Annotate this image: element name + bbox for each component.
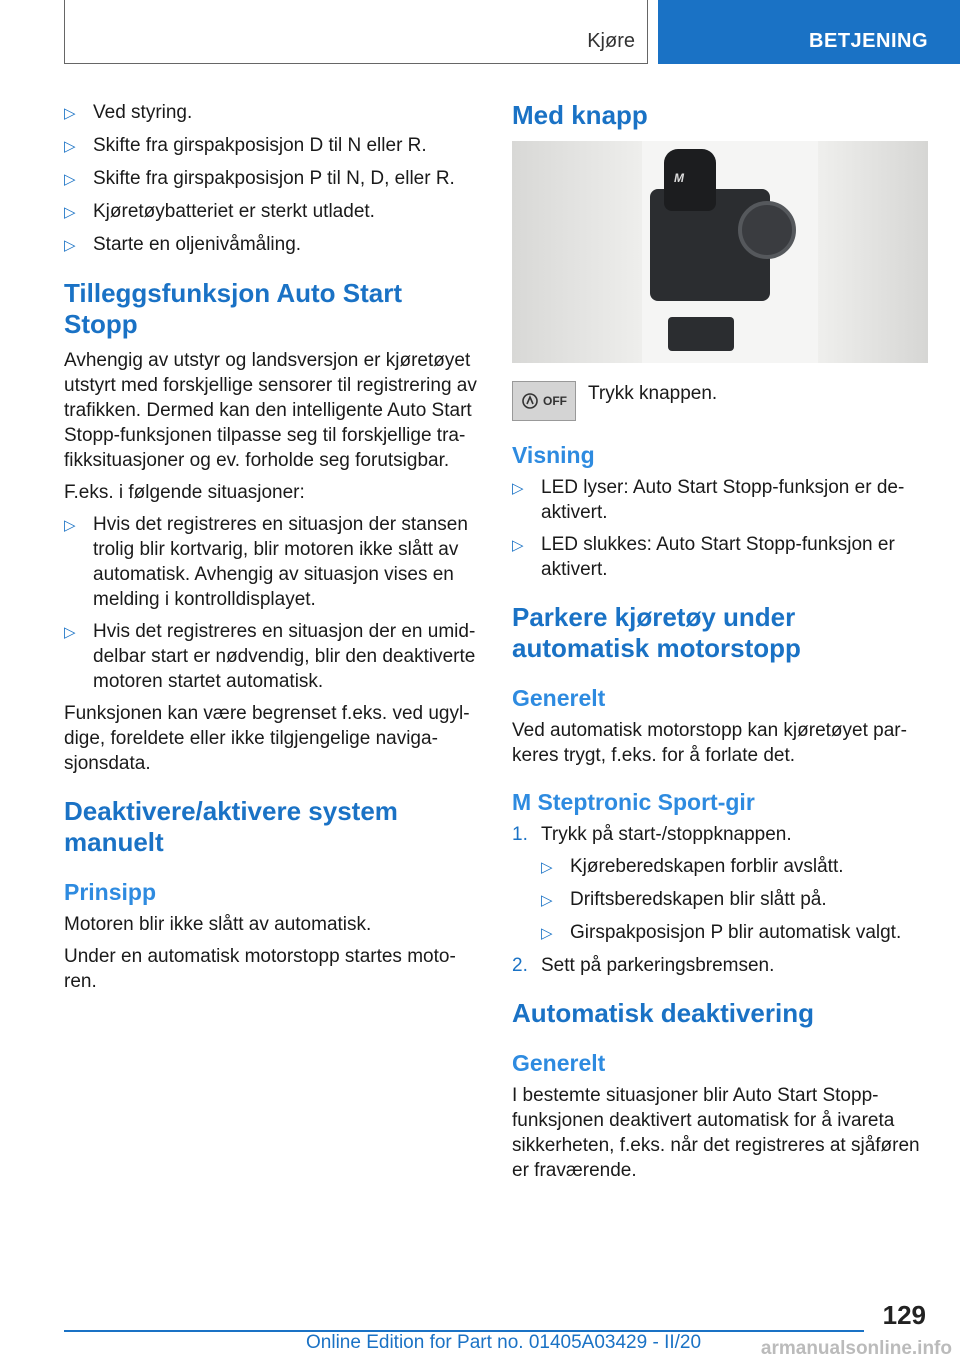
list-item: ▷ LED lyser: Auto Start Stopp-funksjon er de-aktivert. (512, 477, 905, 523)
triangle-bullet-icon: ▷ (64, 624, 76, 641)
heading-deaktivere: Deaktivere/aktivere system manuelt (64, 796, 398, 857)
button-step (512, 381, 928, 421)
triangle-bullet-icon: ▷ (541, 925, 553, 942)
header-section-box (64, 0, 648, 64)
list-item: ▷ Kjøretøybatteriet er sterkt utladet. (64, 199, 480, 225)
list-item: ▷ Driftsberedskapen blir slått på. (541, 887, 928, 913)
paragraph: Under en automatisk motorstopp startes moto-ren. (64, 946, 456, 992)
heading-auto-start-stopp: Tilleggsfunksjon Auto Start Stopp (64, 278, 403, 339)
list-item: ▷ Starte en oljenivåmåling. (64, 232, 480, 258)
seat-left (512, 141, 642, 363)
triangle-bullet-icon: ▷ (64, 204, 76, 221)
triangle-bullet-icon: ▷ (512, 480, 524, 497)
triangle-bullet-icon: ▷ (512, 537, 524, 554)
triangle-bullet-icon: ▷ (541, 892, 553, 909)
list-item: ▷ Skifte fra girspakposisjon P til N, D, eller R. (64, 166, 480, 192)
heading-prinsipp: Prinsipp (64, 879, 157, 905)
triangle-bullet-icon: ▷ (64, 237, 76, 254)
list-item: ▷ Girspakposisjon P blir automatisk valgt. (541, 920, 928, 946)
watermark: armanualsonline.info (760, 1338, 952, 1359)
heading-generelt: Generelt (512, 1050, 606, 1076)
list-item: ▷ LED slukkes: Auto Start Stopp-funksjon er aktivert. (512, 534, 895, 580)
list-item: ▷ Kjøreberedskapen forblir avslått. (541, 854, 928, 880)
numbered-step: 1. Trykk på start-/stoppknappen. (512, 824, 792, 845)
paragraph: Funksjonen kan være begrenset f.eks. ved ugyl-dige, foreldete eller ikke tilgjengelige naviga-sjonsdata. (64, 703, 470, 774)
paragraph: F.eks. i følgende situasjoner: (64, 482, 305, 503)
list-item: ▷ Hvis det registreres en situasjon der stansen trolig blir kortvarig, blir motoren ikke slått av automatisk. Avhengig av situasjon vises en melding i kontrolldisplayet. (64, 514, 468, 610)
list-item: ▷ Ved styring. (64, 100, 480, 126)
seat-right (818, 141, 928, 363)
numbered-step: 2. Sett på parkeringsbremsen. (512, 955, 775, 976)
list-item: ▷ Hvis det registreres en situasjon der en umid-delbar start er nødvendig, blir den deaktiverte motoren startet automatisk. (64, 621, 476, 692)
auto-start-stop-icon (521, 392, 539, 410)
list-item: ▷ Skifte fra girspakposisjon D til N eller R. (64, 133, 480, 159)
heading-visning: Visning (512, 442, 595, 468)
triangle-bullet-icon: ▷ (541, 859, 553, 876)
console-photo (512, 141, 928, 363)
triangle-bullet-icon: ▷ (64, 138, 76, 155)
off-label: OFF (543, 394, 567, 408)
gear-selector (664, 149, 716, 211)
triangle-bullet-icon: ▷ (64, 105, 76, 122)
triangle-bullet-icon: ▷ (64, 171, 76, 188)
auto-start-stop-off-button-icon (512, 381, 576, 421)
controller-knob-icon (738, 201, 796, 259)
heading-med-knapp: Med knapp (512, 100, 648, 130)
edition-text: Online Edition for Part no. 01405A03429 - II/20 (306, 1332, 702, 1353)
paragraph: Motoren blir ikke slått av automatisk. (64, 914, 372, 935)
header-chapter: BETJENING (809, 30, 928, 52)
heading-parkere: Parkere kjøretøy under automatisk motorstopp (512, 602, 801, 663)
triangle-bullet-icon: ▷ (64, 517, 76, 534)
paragraph: Avhengig av utstyr og landsversjon er kjøretøyet utstyrt med forskjellige sensorer til registrering av trafikken. Dermed kan den intelligente Auto Start Stopp-funksjonen tilpasse seg til forskjellige tra-fikksituasjoner og ev. forholde seg forutsigbar. (64, 350, 477, 471)
right-column (512, 100, 928, 1190)
paragraph: Ved automatisk motorstopp kan kjøretøyet par-keres trygt, f.eks. for å forlate det. (512, 720, 907, 766)
heading-generelt: Generelt (512, 685, 606, 711)
left-column (64, 100, 480, 1001)
step-text: Trykk knappen. (588, 383, 718, 404)
header-chapter-tab[interactable] (658, 0, 960, 64)
page-number: 129 (882, 1300, 926, 1330)
heading-automatisk-deaktivering: Automatisk deaktivering (512, 998, 814, 1028)
paragraph: I bestemte situasjoner blir Auto Start Stopp-funksjonen deaktivert automatisk for å ivareta sikkerheten, f.eks. når det registreres at sjåføren er fraværende. (512, 1085, 920, 1181)
m-logo: M (674, 171, 684, 185)
heading-steptronic: M Steptronic Sport-gir (512, 789, 755, 815)
lower-buttons (668, 317, 734, 351)
header-section: Kjøre (587, 30, 635, 52)
